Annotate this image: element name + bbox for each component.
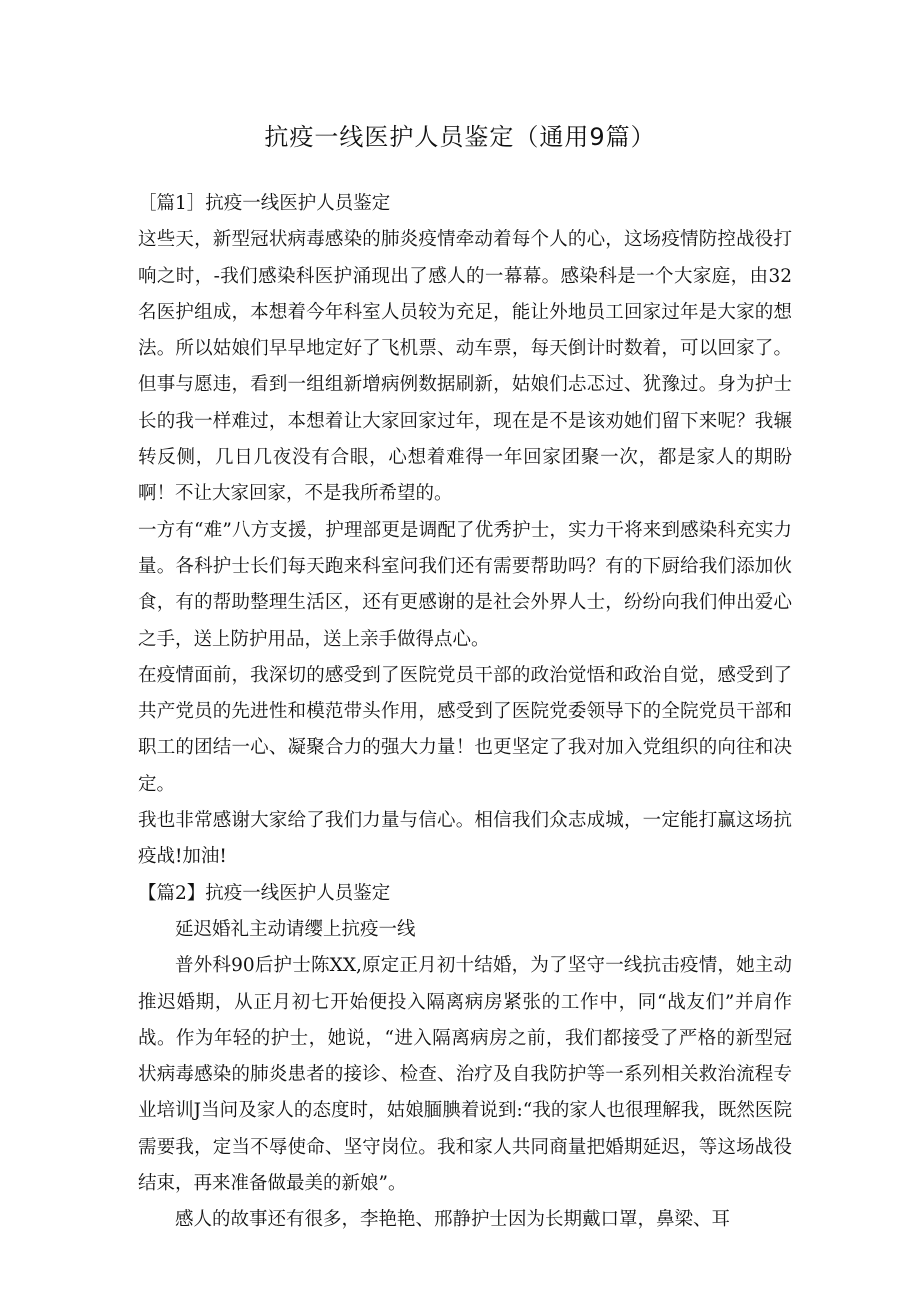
document-title: 抗疫一线医护人员鉴定（通用9篇） [264, 123, 656, 151]
section-1-paragraph-4: 我也非常感谢大家给了我们力量与信心。相信我们众志成城，一定能打赢这场抗疫战!加油! [138, 810, 792, 868]
section-1-heading: ［篇1］抗疫一线医护人员鉴定 [138, 193, 391, 214]
section-2-paragraph-1: 普外科90后护士陈XX,原定正月初十结婚，为了坚守一线抗击疫情，她主动推迟婚期，从正月初七开始便投入隔离病房紧张的工作中，同“战友们”并肩作战。作为年轻的护士，她说，“进入隔离病房之前，我们都接受了严格的新型冠状病毒感染的肺炎患者的接诊、检查、治疗及自我防护等一系列相关救治流程专业培训J当问及家人的态度时，姑娘腼腆着说到:“我的家人也很理解我，既然医院需要我，定当不辱使命、坚守岗位。我和家人共同商量把婚期延迟，等这场战役结束，再来准备做最美的新娘”。 [138, 955, 792, 1195]
section-2-subheading: 延迟婚礼主动请缨上抗疫一线 [175, 918, 416, 940]
section-2-heading: 【篇2】抗疫一线医护人员鉴定 [138, 882, 391, 904]
section-1-paragraph-2: 一方有“难”八方支援，护理部更是调配了优秀护士，实力干将来到感染科充实力量。各科护士长们每天跑来科室问我们还有需要帮助吗？有的下厨给我们添加伙食，有的帮助整理生活区，还有更感谢的是社会外界人士，纷纷向我们伸出爱心之手，送上防护用品，送上亲手做得点心。 [138, 519, 792, 650]
section-1-paragraph-3: 在疫情面前，我深切的感受到了医院党员干部的政治觉悟和政治自觉，感受到了共产党员的先进性和模范带头作用，感受到了医院党委领导下的全院党员干部和职工的团结一心、凝聚合力的强大力量！也更坚定了我对加入党组织的向往和决定。 [138, 664, 792, 795]
section-2-paragraph-2: 感人的故事还有很多，李艳艳、邢静护士因为长期戴口罩，鼻梁、耳 [175, 1209, 731, 1231]
document-body [138, 186, 792, 1239]
section-1-paragraph-1: 这些天，新型冠状病毒感染的肺炎疫情牵动着每个人的心，这场疫情防控战役打响之时，-我们感染科医护涌现出了感人的一幕幕。感染科是一个大家庭，由32名医护组成，本想着今年科室人员较为充足，能让外地员工回家过年是大家的想法。所以姑娘们早早地定好了飞机票、动车票，每天倒计时数着，可以回家了。但事与愿违，看到一组组新增病例数据刷新，姑娘们忐忑过、犹豫过。身为护士长的我一样难过，本想着让大家回家过年，现在是不是该劝她们留下来呢？我辗转反侧，几日几夜没有合眼，心想着难得一年回家团聚一次，都是家人的期盼啊！不让大家回家，不是我所希望的。 [138, 229, 792, 505]
